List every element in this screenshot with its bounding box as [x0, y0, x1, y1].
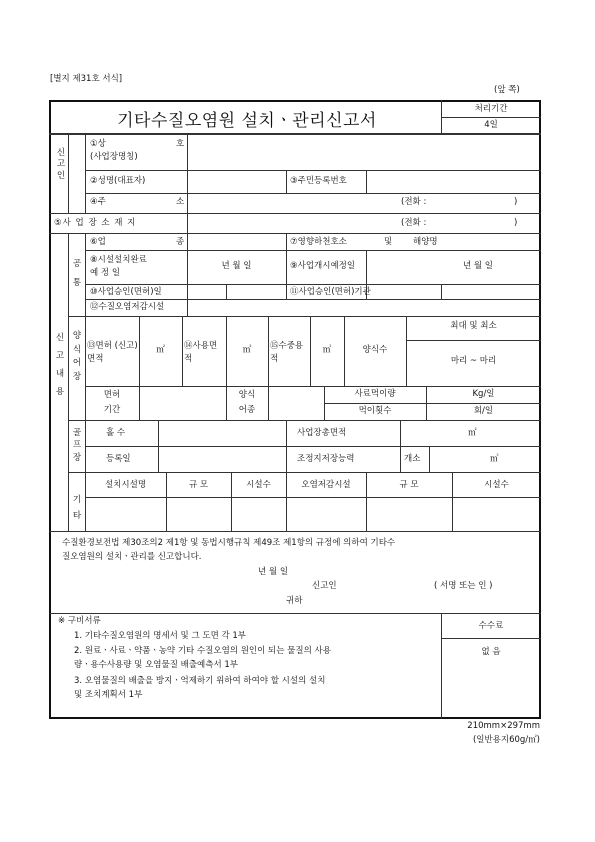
hole-count-label: 홀 수 [106, 428, 126, 438]
site-location-label: ⑤사 업 장 소 재 지 [54, 218, 137, 228]
permit-date-label: ⑩사업승인(면허)일 [90, 287, 162, 297]
form-title: 기타수질오염원 설치ㆍ관리신고서 [117, 111, 377, 131]
fish-count-label: 양식수 [362, 345, 388, 355]
fish-type-field[interactable] [269, 387, 323, 419]
signature-area[interactable]: ( 서명 또는 인 ) [434, 581, 493, 591]
required-doc-item: 2. 원료ㆍ사료ㆍ약품ㆍ농약 기타 수질오염의 원인이 되는 물질의 사용 [74, 646, 331, 656]
other-header-facility: 설치시설명 [104, 480, 147, 490]
fee-label: 수수료 [478, 621, 504, 631]
impact-water-label: ⑦영향하천호소 [290, 237, 347, 247]
business-name-label: ①상 [90, 139, 106, 149]
declaration-text-2: 질오염원의 설치ㆍ관리를 신고합니다. [62, 552, 202, 562]
registration-date-field[interactable] [159, 447, 285, 471]
paper-spec: (일반용지60g/㎡) [472, 735, 540, 745]
completion-date[interactable]: 년 월 일 [221, 261, 252, 271]
hole-count-field[interactable] [159, 421, 285, 445]
pond-count-label: 개소 [404, 454, 421, 464]
completion-label: ⑧시설설치완료 [90, 255, 147, 265]
total-area-unit: ㎡ [468, 428, 477, 438]
recipient-label: 귀하 [286, 596, 303, 606]
reduction-facility-label: ⑫수질오염저감시설 [90, 302, 165, 312]
processing-label: 처리기간 [474, 104, 508, 114]
feed-amount-unit: Kg/일 [472, 389, 495, 399]
permit-date-field[interactable] [227, 285, 285, 298]
permit-org-label: ⑪사업승인(면허)기관 [290, 287, 371, 297]
processing-value: 4일 [484, 120, 498, 130]
required-doc-item: 1. 기타수질오염원의 명세서 및 그 도면 각 1부 [74, 631, 247, 641]
impact-water-field[interactable] [452, 234, 540, 249]
business-name-label-3: (사업장명칭) [90, 152, 138, 162]
fish-type-label: 양식 [238, 390, 256, 400]
water-volume-unit: ㎥ [322, 345, 332, 355]
address-field[interactable] [188, 194, 540, 212]
required-docs-title: ※ 구비서류 [58, 616, 101, 626]
start-date[interactable]: 년 월 일 [462, 261, 494, 271]
completion-label-2: 예 정 일 [90, 268, 121, 278]
industry-label: ⑥업 [90, 237, 106, 247]
declaration-text-1: 수질환경보전법 제30조의2 제1항 및 동법시행규칙 제49조 제1항의 규정에 의하여 기타수 [62, 538, 396, 548]
address-label: ④주 [90, 197, 106, 207]
industry-field[interactable] [188, 234, 285, 249]
business-name-field[interactable] [188, 134, 540, 169]
address-phone-close: ) [514, 197, 518, 207]
use-area-unit: ㎡ [242, 345, 252, 355]
other-section-label: 기타 [72, 495, 82, 522]
license-period-label: 면허 [103, 390, 121, 400]
other-header-scale-2: 규 모 [399, 480, 419, 490]
total-area-label: 사업장총면적 [297, 428, 347, 438]
other-header-reduction: 오염저감시설 [301, 480, 351, 490]
feed-amount-label: 사료먹이량 [354, 389, 396, 399]
impact-sea-label: 해양명 [413, 237, 438, 247]
common-section-label: 공통 [72, 259, 82, 288]
content-section-label: 신고내용 [55, 333, 65, 397]
permit-org-field[interactable] [367, 285, 440, 298]
fish-type-label-2: 어종 [238, 405, 256, 415]
address-label-2: 소 [176, 197, 185, 207]
feed-count-label: 먹이횟수 [358, 406, 392, 416]
feed-count-unit: 회/일 [473, 406, 494, 416]
other-header-count: 시설수 [246, 480, 271, 490]
signer-label: 신고인 [312, 581, 337, 591]
start-date-label: ⑨사업개시예정일 [290, 261, 356, 271]
license-area-label: ⑬면허 (신고)면적 [87, 341, 138, 364]
rrn-label: ③주민등록번호 [290, 176, 347, 186]
fee-value: 없 음 [481, 647, 501, 657]
site-location-field[interactable] [188, 214, 540, 232]
golf-section-label: 골프장 [72, 428, 82, 463]
form-number: [별지 제31호 서식] [50, 74, 123, 84]
pond-capacity-unit: ㎥ [490, 454, 499, 464]
rrn-field[interactable] [367, 171, 540, 192]
paper-size: 210mm×297mm [467, 721, 540, 731]
license-period-field[interactable] [140, 387, 225, 419]
other-header-scale: 규 모 [188, 480, 209, 490]
other-header-count-2: 시설수 [484, 480, 509, 490]
license-area-unit: ㎡ [156, 345, 165, 355]
max-min-label: 최대 및 최소 [450, 321, 497, 331]
license-period-label-2: 기간 [103, 405, 121, 415]
registration-date-label: 등록일 [106, 454, 131, 464]
fish-range[interactable]: 마리 ~ 마리 [450, 356, 497, 366]
required-doc-item: 및 조치계획서 1부 [74, 690, 143, 700]
applicant-section-label: 신고인 [56, 148, 66, 181]
site-phone-close: ) [514, 218, 518, 228]
declaration-date[interactable]: 년 월 일 [258, 567, 289, 577]
representative-label: ②성명(대표자) [90, 176, 146, 186]
aquaculture-section-label: 양식어장 [72, 331, 82, 382]
required-doc-item: 량ㆍ용수사용량 및 오염물질 배출예측서 1부 [74, 660, 239, 670]
required-doc-item: 3. 오염물질의 배출을 방지ㆍ억제하기 위하여 하여야 할 시설의 설치 [74, 676, 326, 686]
business-name-label-2: 호 [176, 139, 185, 149]
use-area-label: ⑭사용면적 [184, 341, 218, 364]
reduction-facility-field[interactable] [188, 300, 540, 315]
pond-capacity-label: 조정지저장능력 [297, 454, 355, 464]
address-phone-label: (전화 : [401, 197, 427, 207]
representative-field[interactable] [188, 171, 285, 192]
page-side: (앞 쪽) [494, 85, 520, 95]
water-volume-label: ⑮수중용적 [270, 341, 304, 364]
site-phone-label: (전화 : [401, 218, 427, 228]
industry-label-2: 종 [176, 237, 185, 247]
impact-and-label: 및 [384, 237, 393, 247]
